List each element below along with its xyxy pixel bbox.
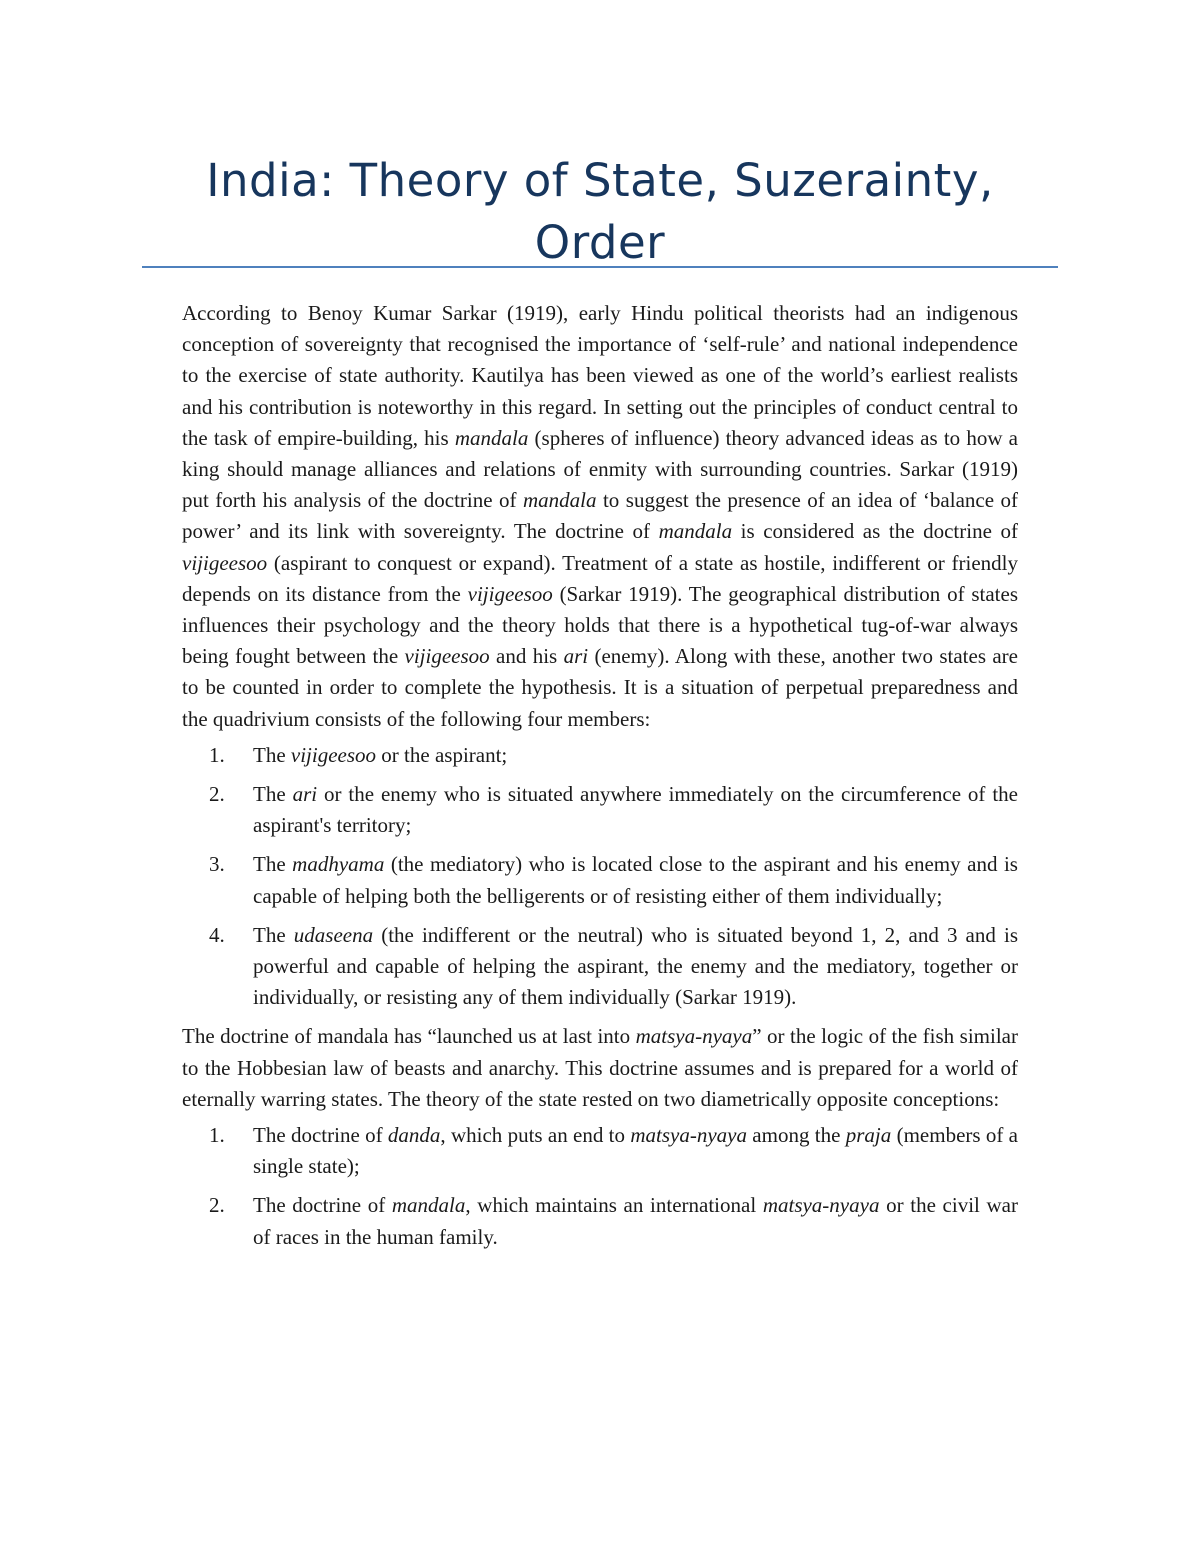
text-run: (Sarkar 1919). The geographical distribution of states influences their psychology and the theory holds that there is a hypothetical tug-of-war always being fought between the: [182, 581, 1019, 669]
text-run: to suggest the presence of an idea of ‘balance of power’ and its link with sovereignty. The doctrine of: [182, 488, 1018, 544]
text-run: The: [253, 782, 293, 807]
list-item-text: [253, 1193, 1018, 1248]
list-item: [182, 1190, 1018, 1252]
list-number: 1.: [209, 742, 225, 767]
title-underline: [142, 266, 1058, 268]
text-run: The: [253, 852, 293, 877]
list-number: 1.: [209, 1123, 225, 1148]
text-run: ” or the logic of the fish similar to the Hobbesian law of beasts and anarchy. This doctrine assumes and is prepared for a world of eternally warring states. The theory of the state rested on two diametrically opposite conceptions:: [182, 1024, 1018, 1111]
list-item-text: [253, 1123, 1018, 1178]
italic-term: matsya-nyaya: [762, 1193, 880, 1218]
doctrine-list: [182, 1120, 1018, 1253]
italic-term: mandala: [454, 425, 529, 450]
text-run: The doctrine of mandala has “launched us at last into: [182, 1024, 636, 1049]
list-item-text: [253, 923, 1018, 1009]
list-number: 3.: [209, 852, 225, 877]
italic-term: vijigeesoo: [182, 550, 268, 575]
list-number: 4.: [209, 922, 225, 947]
text-run: among the: [746, 1123, 846, 1148]
italic-term: vijigeesoo: [467, 581, 553, 606]
italic-term: udaseena: [293, 922, 374, 947]
text-run: , which maintains an international: [465, 1193, 763, 1218]
text-run: (enemy). Along with these, another two states are to be counted in order to complete the hypothesis. It is a situation of perpetual preparedness and the quadrivium consists of the following four members:: [182, 644, 1018, 731]
body-paragraph: [182, 298, 1018, 735]
italic-term: mandala: [523, 488, 597, 513]
text-run: , which puts an end to: [440, 1123, 631, 1148]
document-body: [182, 298, 1018, 1261]
text-run: (the indifferent or the neutral) who is situated beyond 1, 2, and 3 and is powerful and capable of helping the aspirant, the enemy and the mediatory, together or individually, or resisting any of them individually (Sarkar 1919).: [253, 922, 1018, 1010]
text-run: The doctrine of: [253, 1193, 392, 1218]
italic-term: praja: [845, 1123, 892, 1148]
text-run: and his: [489, 644, 564, 669]
list-item-text: [253, 852, 1018, 907]
text-run: According to Benoy Kumar Sarkar (1919), early Hindu political theorists had an indigenous conception of sovereignty that recognised the importance of ‘self-rule’ and national independence to the exercise of state authority. Kautilya has been viewed as one of the world’s earliest realists and his contribution is noteworthy in this regard. In setting out the principles of conduct central to the task of empire-building, his: [182, 301, 1018, 450]
text-run: (members of a single state);: [253, 1123, 1018, 1179]
text-run: or the aspirant;: [376, 742, 508, 767]
list-item: [182, 740, 1018, 771]
text-run: The: [253, 742, 291, 767]
list-number: 2.: [209, 1193, 225, 1218]
italic-term: ari: [563, 644, 589, 669]
italic-term: matsya-nyaya: [635, 1024, 753, 1049]
italic-term: mandala: [391, 1193, 466, 1218]
list-item: [182, 920, 1018, 1014]
italic-term: mandala: [658, 519, 733, 544]
text-run: The doctrine of: [253, 1123, 388, 1148]
text-run: is considered as the doctrine of: [732, 519, 1018, 544]
list-item-text: [253, 782, 1018, 837]
italic-term: vijigeesoo: [404, 644, 490, 669]
text-run: (spheres of influence) theory advanced ideas as to how a king should manage alliances and relations of enmity with surrounding countries. Sarkar (1919) put forth his analysis of the doctrine of: [182, 425, 1018, 513]
list-item: [182, 779, 1018, 841]
page-title: India: Theory of State, Suzerainty, Order: [206, 154, 994, 269]
list-item: [182, 849, 1018, 911]
text-run: or the civil war of races in the human family.: [253, 1193, 1018, 1249]
italic-term: madhyama: [292, 852, 385, 877]
list-item: [182, 1120, 1018, 1182]
italic-term: vijigeesoo: [290, 742, 377, 767]
list-item-text: [253, 743, 507, 767]
text-run: The: [253, 922, 294, 947]
text-run: (the mediatory) who is located close to the aspirant and his enemy and is capable of helping both the belligerents or of resisting either of them individually;: [253, 852, 1018, 908]
list-number: 2.: [209, 782, 225, 807]
quadrivium-list: [182, 740, 1018, 1014]
text-run: or the enemy who is situated anywhere immediately on the circumference of the aspirant's territory;: [253, 782, 1018, 838]
text-run: (aspirant to conquest or expand). Treatment of a state as hostile, indifferent or friendly depends on its distance from the: [182, 550, 1018, 606]
italic-term: matsya-nyaya: [630, 1123, 747, 1148]
italic-term: ari: [292, 782, 318, 807]
body-paragraph: [182, 1021, 1018, 1115]
italic-term: danda: [387, 1123, 441, 1148]
